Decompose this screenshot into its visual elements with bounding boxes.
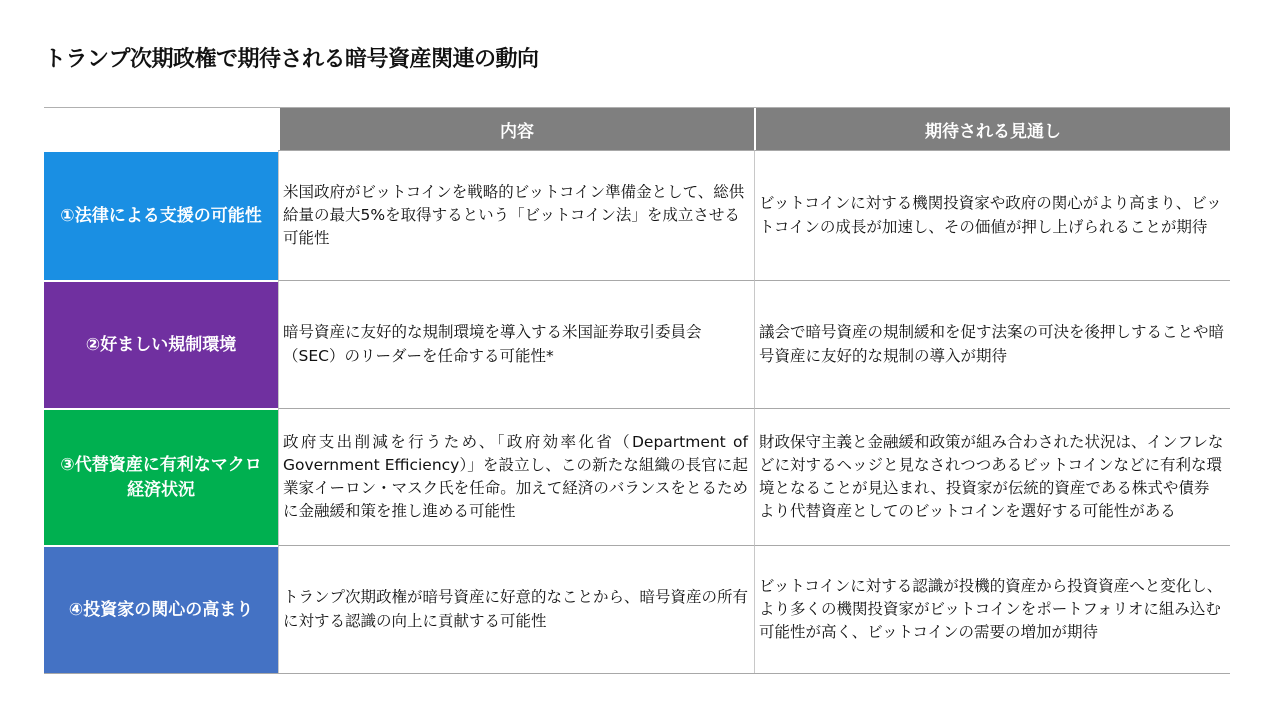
row-content-legal-support xyxy=(278,150,754,280)
row-label-text: ③代替資産に有利なマクロ経済状況 xyxy=(60,454,262,500)
header-content: 内容 xyxy=(278,108,754,150)
row-label-text: ①法律による支援の可能性 xyxy=(60,205,262,226)
content-text: 暗号資産に友好的な規制環境を導入する米国証券取引委員会（SEC）のリーダーを任命する可能性* xyxy=(283,323,702,365)
outlook-text: 議会で暗号資産の規制緩和を促す法案の可決を後押しすることや暗号資産に友好的な規制の導入が期待 xyxy=(759,323,1225,365)
trend-table xyxy=(44,108,1230,674)
row-content-regulation xyxy=(278,280,754,408)
row-label-text: ②好ましい規制環境 xyxy=(85,334,237,355)
row-outlook-regulation xyxy=(754,280,1230,408)
content-text: 米国政府がビットコインを戦略的ビットコイン準備金として、総供給量の最大5%を取得するという「ビットコイン法」を成立させる可能性 xyxy=(283,182,745,248)
row-label-investor-interest xyxy=(44,545,278,673)
row-outlook-investor-interest xyxy=(754,545,1230,673)
header-outlook: 期待される見通し xyxy=(754,108,1230,150)
page-title: トランプ次期政権で期待される暗号資産関連の動向 xyxy=(44,47,539,72)
row-label-macro xyxy=(44,408,278,545)
table-corner xyxy=(44,108,278,150)
row-label-legal-support xyxy=(44,150,278,280)
row-outlook-legal-support xyxy=(754,150,1230,280)
content-text: トランプ次期政権が暗号資産に好意的なことから、暗号資産の所有に対する認識の向上に貢献する可能性 xyxy=(283,588,749,630)
row-outlook-macro xyxy=(754,408,1230,545)
outlook-text: 財政保守主義と金融緩和政策が組み合わされた状況は、インフレなどに対するヘッジと見なされつつあるビットコインなどに有利な環境となることが見込まれ、投資家が伝統的資産である株式や債券より代替資産としてのビットコインを選好する可能性がある xyxy=(759,432,1224,521)
outlook-text: ビットコインに対する機関投資家や政府の関心がより高まり、ビットコインの成長が加速し、その価値が押し上げられることが期待 xyxy=(759,194,1222,236)
content-text: 政府支出削減を行うため、「政府効率化省（Department of Government Efficiency）」を設立し、この新たな組織の長官に起業家イーロン・マスク氏を任命。加えて経済のバランスをとるために金融緩和策を推し進める可能性 xyxy=(283,432,748,521)
outlook-text: ビットコインに対する認識が投機的資産から投資資産へと変化し、より多くの機関投資家がビットコインをポートフォリオに組み込む可能性が高く、ビットコインの需要の増加が期待 xyxy=(759,576,1223,642)
row-content-investor-interest xyxy=(278,545,754,673)
row-content-macro xyxy=(278,408,754,545)
row-label-regulation xyxy=(44,280,278,408)
row-label-text: ④投資家の関心の高まり xyxy=(68,599,254,620)
